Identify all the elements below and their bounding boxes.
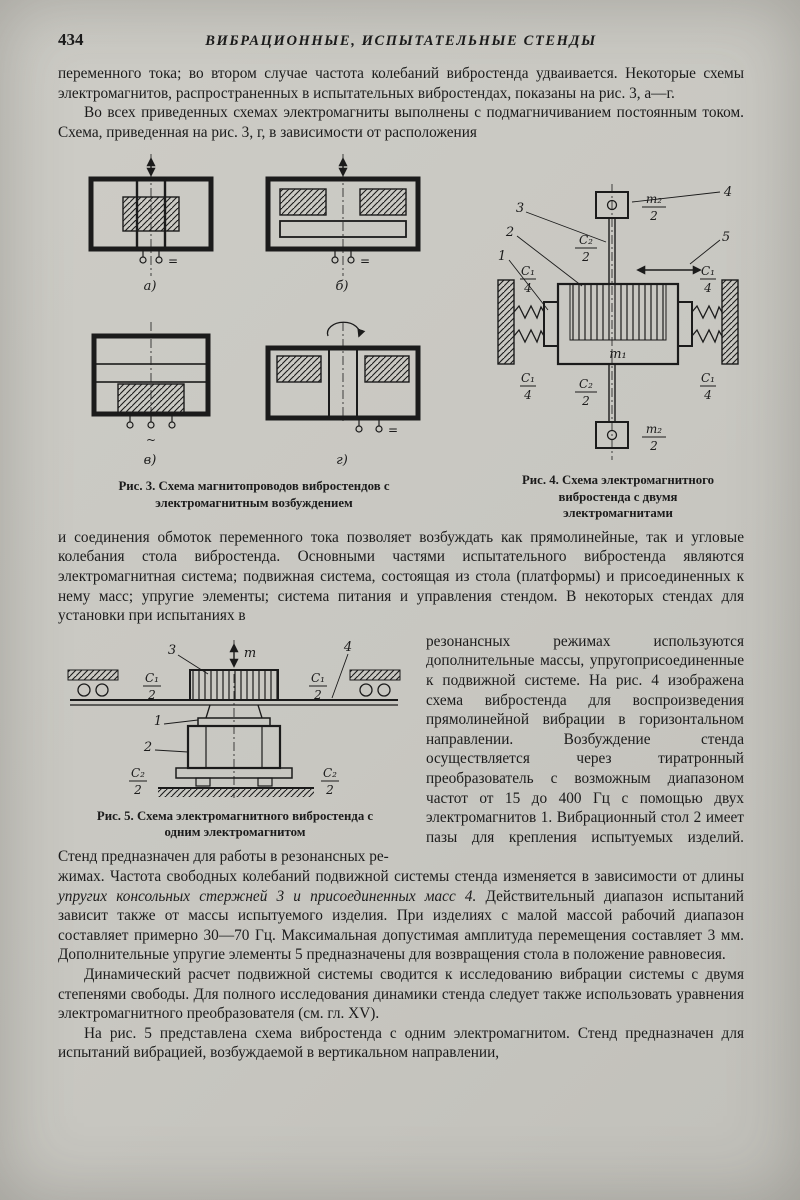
mass-m1-label: m₁ [609,347,627,363]
magnet-core-b [268,154,418,294]
part-label-4: 4 [343,639,353,655]
part-label-5: 5 [721,230,731,246]
figure-3 [58,154,450,522]
spring-c1-label: C₁ [701,264,715,279]
page-number: 434 [58,30,84,49]
part-label-2: 2 [143,739,153,755]
wrap-section [58,632,744,1063]
paragraph-6: На рис. 5 представлена схема вибростенда с одним электромагнитом. Стенд предназначен для испытаний вибрацией, возбуждаемой в вертикальном направлении, [58,1024,744,1062]
spring-c1-den: 2 [148,687,156,702]
sublabel-g: г) [336,453,348,469]
paragraph-1: переменного тока; во втором случае частота колебаний вибростенда удваивается. Некоторые схемы электромагнитов, распространенных в испытательных вибростендах, показаны на рис. 3, а—г. [58,65,744,102]
mass-m2-den: 2 [650,439,658,454]
figure-4-drawing [492,178,744,464]
spring-c1-den: 4 [704,388,712,403]
spring-c2-label: C₂ [579,233,593,248]
figure-3-drawing [58,154,448,476]
part-label-3: 3 [515,201,525,217]
paragraph-3: и соединения обмоток переменного тока позволяет возбуждать как прямолинейные, так и угловые колебания стола вибростенда. Основными частями испытательного вибростенда являются электромагнитная система; подвижная система, состоящая из стола (платформы) и присоединенных к нему масс; упругие элементы; система питания и управления стендом. В некоторых стендах для установки при испытаниях в [58,528,744,625]
magnet-core-a [91,154,211,294]
sublabel-b: б) [335,279,349,295]
spring-c1-label: C₁ [701,371,715,386]
figure-5 [58,640,412,841]
paragraph-4-emphasis: упругих консольных стержней 3 и присоединенных масс 4. [58,887,477,905]
mass-m2-label: m₂ [645,192,663,207]
figure-3-caption: Рис. 3. Схема магнитопроводов вибростендов с электромагнитным возбуждением [118,479,390,510]
spring-c2-den: 2 [134,782,142,797]
spring-c1-den: 4 [704,281,712,296]
spring-c1-label: C₁ [521,371,535,386]
spring-c2-den: 2 [582,250,590,265]
mass-m2-label: m₂ [645,422,663,437]
spring-c1-den: 4 [524,388,532,403]
spring-c2-den: 2 [326,782,334,797]
figure-5-drawing [58,640,410,802]
part-label-1: 1 [497,249,507,265]
mass-m2-den: 2 [650,209,658,224]
paragraph-5: Динамический расчет подвижной системы сводится к исследованию вибрации системы с двумя степенями свободы. Для полного исследования динамики стенда следует также использовать уравнения электромагнитного преобразователя (см. гл. XV). [58,965,744,1023]
spring-c1-label: C₁ [145,670,159,685]
dc-sign: = [359,254,371,269]
dc-sign: = [167,254,179,269]
spring-c1-den: 2 [314,687,322,702]
part-label-1: 1 [153,713,163,729]
spring-c2-den: 2 [582,394,590,409]
figure-4 [492,154,744,522]
magnet-core-g [268,322,418,468]
paragraph-2: Во всех приведенных схемах электромагниты выполнены с подмагничиванием постоянным током. Схема, приведенная на рис. 3, г, в зависимости от расположения [58,104,744,141]
figures-row [58,154,744,522]
magnet-core-v [94,322,208,468]
spring-c1-label: C₁ [311,670,325,685]
part-label-4: 4 [723,185,733,201]
part-label-2: 2 [505,225,515,241]
spring-c2-label: C₂ [323,765,337,780]
spring-c2-label: C₂ [131,765,145,780]
paragraph-4-end: Действительный диапазон испытаний зависит также от массы испытуемого изделия. При изделиях с малой массой рабочий диапазон составляет примерно 30—70 Гц. Максимальная допустимая амплитуда перемещения составляет 3 мм. Дополнительные упругие элементы 5 предназначены для возвращения стола в положение равновесия. [58,887,744,964]
paragraph-4-start: жимах. Частота свободных колебаний подвижной системы стенда изменяется в зависимости от длины [58,867,744,885]
part-label-3: 3 [167,642,177,658]
page-header [58,30,744,50]
sublabel-a: а) [143,279,157,295]
mass-m-label: m [243,645,257,661]
figure-5-caption: Рис. 5. Схема электромагнитного вибростенда с одним электромагнитом [96,808,374,840]
running-title: ВИБРАЦИОННЫЕ, ИСПЫТАТЕЛЬНЫЕ СТЕНДЫ [205,33,597,49]
paragraph-wrap: резонансных режимах используются дополнительные массы, упругоприсоединенные к подвижной системе. На рис. 4 изображена схема вибростенда для воспроизведения прямолинейной вибрации в горизонтальном направлении. Возбуждение стенда осуществляется через тиратронный преобразователь с возможным диапазоном частот от 15 до 400 Гц с помощью двух электромагнитов 1. Вибрационный стол 2 имеет пазы для крепления испытуемых изделий. Стенд предназначен для работы в резонансных ре- [58,632,744,866]
sublabel-v: в) [143,453,157,469]
ac-sign: ~ [145,433,157,448]
spring-c2-label: C₂ [579,377,593,392]
spring-c1-den: 4 [524,281,532,296]
figure-4-caption: Рис. 4. Схема электромагнитного вибростенда с двумя электромагнитами [521,473,715,521]
dc-sign: = [387,423,399,438]
paragraph-4 [58,867,744,965]
spring-c1-label: C₁ [521,264,535,279]
